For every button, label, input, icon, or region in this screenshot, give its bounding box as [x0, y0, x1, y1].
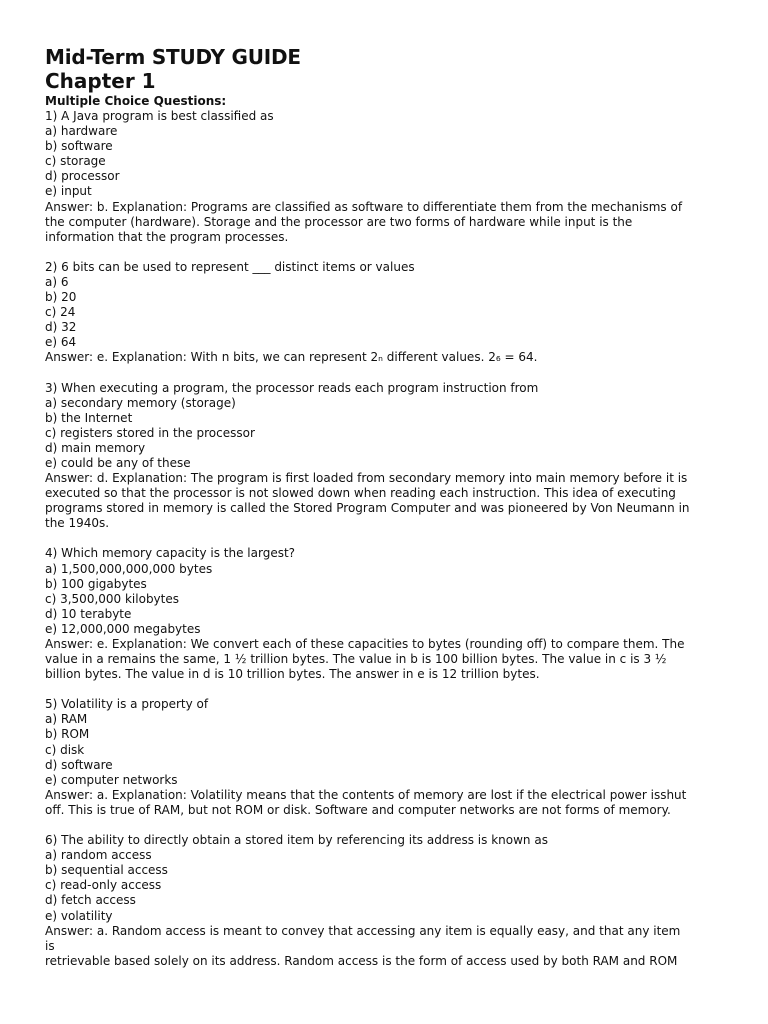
answer-option: d) 10 terabyte [45, 606, 132, 621]
question-block [45, 833, 725, 969]
answer-option: c) registers stored in the processor [45, 425, 255, 440]
answer-option: e) 64 [45, 335, 77, 350]
answer-option: b) 20 [45, 290, 77, 305]
answer-explanation-line: the computer (hardware). Storage and the processor are two forms of hardware while input is the [45, 214, 633, 229]
answer-option: e) computer networks [45, 772, 178, 787]
answer-explanation-line: Answer: e. Explanation: With n bits, we can represent 2ₙ different values. 2₆ = 64. [45, 350, 538, 365]
answer-explanation-line: executed so that the processor is not slowed down when reading each instruction. This idea of executing [45, 486, 676, 501]
question-text: 6) The ability to directly obtain a stored item by referencing its address is known as [45, 833, 548, 848]
answer-option: b) 100 gigabytes [45, 576, 147, 591]
answer-explanation-line: information that the program processes. [45, 229, 289, 244]
document-title: Mid-Term STUDY GUIDE [45, 45, 301, 69]
answer-option: b) software [45, 139, 113, 154]
answer-option: e) 12,000,000 megabytes [45, 621, 201, 636]
answer-explanation-line: Answer: a. Random access is meant to convey that accessing any item is equally easy, and that any item [45, 923, 681, 938]
answer-option: c) storage [45, 154, 106, 169]
answer-explanation-line: Answer: e. Explanation: We convert each of these capacities to bytes (rounding off) to compare them. The [45, 637, 685, 651]
answer-option: e) input [45, 184, 92, 199]
answer-explanation-line: value in a remains the same, 1 ½ trillion bytes. The value in b is 100 billion bytes. The value in c is 3 ½ [45, 652, 667, 667]
answer-explanation-line: Answer: d. Explanation: The program is first loaded from secondary memory into main memory before it is [45, 471, 688, 486]
answer-option: d) 32 [45, 320, 77, 335]
question-block [45, 109, 725, 245]
answer-option: a) hardware [45, 124, 118, 139]
question-block [45, 546, 725, 682]
question-block [45, 260, 725, 366]
answer-explanation-line: Answer: a. Explanation: Volatility means that the contents of memory are lost if the electrical power isshut [45, 787, 687, 802]
answer-option: a) RAM [45, 712, 88, 727]
answer-option: c) read-only access [45, 878, 162, 893]
answer-option: a) 6 [45, 274, 69, 289]
answer-option: b) ROM [45, 727, 90, 742]
answer-option: d) main memory [45, 440, 146, 455]
answer-option: e) could be any of these [45, 455, 191, 470]
chapter-heading: Chapter 1 [45, 69, 156, 93]
answer-option: c) 3,500,000 kilobytes [45, 591, 179, 606]
answer-option: c) 24 [45, 305, 76, 320]
question-block [45, 697, 725, 818]
answer-explanation-line: programs stored in memory is called the Stored Program Computer and was pioneered by Von Neumann in [45, 501, 690, 516]
answer-explanation-line: retrievable based solely on its address. Random access is the form of access used by both RAM and ROM [45, 953, 678, 968]
answer-option: a) random access [45, 848, 152, 863]
answer-option: a) 1,500,000,000,000 bytes [45, 561, 213, 576]
answer-option: b) sequential access [45, 863, 168, 878]
answer-option: c) disk [45, 742, 85, 757]
answer-option: d) processor [45, 169, 120, 184]
answer-option: a) secondary memory (storage) [45, 395, 236, 410]
answer-explanation-line: off. This is true of RAM, but not ROM or disk. Software and computer networks are not forms of memory. [45, 802, 671, 817]
answer-option: d) fetch access [45, 893, 136, 908]
answer-option: d) software [45, 757, 113, 772]
question-text: 5) Volatility is a property of [45, 697, 209, 712]
answer-option: e) volatility [45, 908, 113, 923]
question-text: 4) Which memory capacity is the largest? [45, 546, 296, 561]
answer-explanation-line: billion bytes. The value in d is 10 trillion bytes. The answer in e is 12 trillion bytes. [45, 667, 540, 682]
answer-explanation-line: is [45, 938, 55, 953]
question-text: 1) A Java program is best classified as [45, 109, 274, 123]
question-text: 2) 6 bits can be used to represent ___ distinct items or values [45, 259, 415, 274]
answer-option: b) the Internet [45, 410, 133, 425]
section-label: Multiple Choice Questions: [45, 94, 227, 108]
question-block [45, 381, 725, 532]
document-content [45, 45, 725, 984]
question-text: 3) When executing a program, the processor reads each program instruction from [45, 380, 539, 395]
answer-explanation-line: Answer: b. Explanation: Programs are classified as software to differentiate them from the mechanisms of [45, 199, 683, 214]
questions-list [45, 109, 725, 969]
answer-explanation-line: the 1940s. [45, 516, 110, 531]
